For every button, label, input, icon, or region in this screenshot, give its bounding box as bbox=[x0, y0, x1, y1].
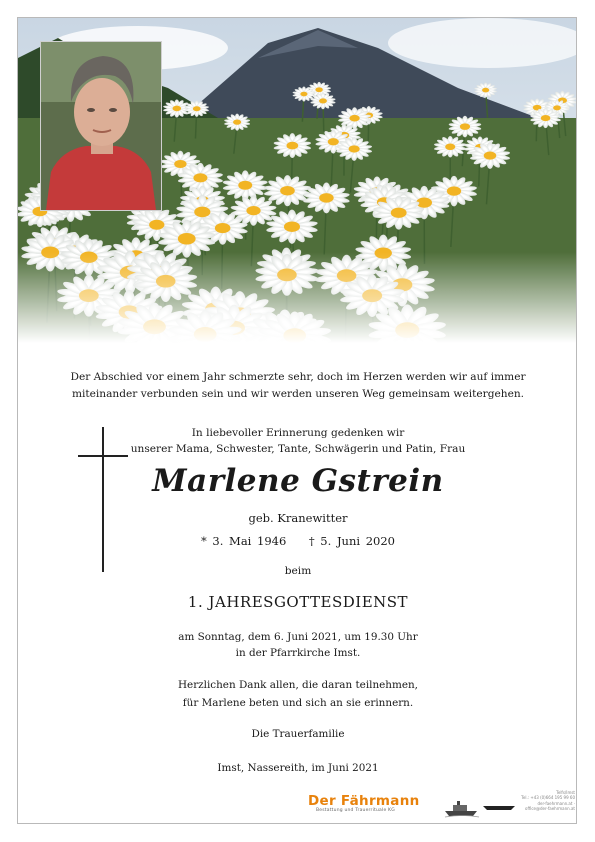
service-time: am Sonntag, dem 6. Juni 2021, um 19.30 Uhr bbox=[178, 631, 418, 643]
intro-text bbox=[18, 425, 577, 457]
family-signature: Die Trauerfamilie bbox=[251, 728, 345, 740]
quote-line-1: Der Abschied vor einem Jahr schmerzte sehr, doch im Herzen werden wir auf immer bbox=[70, 371, 526, 383]
quote-line-2: miteinander verbunden sein und wir werden unseren Weg gemeinsam weitergehen. bbox=[71, 388, 525, 400]
thanks-text bbox=[18, 676, 577, 712]
service-location: in der Pfarrkirche Imst. bbox=[235, 647, 361, 659]
thanks-line-2: für Marlene beten und sich an sie erinnern. bbox=[182, 697, 414, 709]
obituary-card bbox=[17, 17, 577, 824]
funeral-home-subtitle: Bestattung und Trauerrituale KG bbox=[316, 808, 395, 813]
contact-phone: Tel.: +43 (0)664 195 99 60 bbox=[521, 795, 575, 801]
contact-location: Telfs/Imst bbox=[556, 790, 575, 795]
birth-date: * 3. Mai 1946 bbox=[201, 534, 287, 548]
service-details bbox=[18, 629, 577, 661]
death-date: † 5. Juni 2020 bbox=[308, 534, 395, 548]
event-preposition: beim bbox=[284, 565, 312, 577]
service-title: 1. JAHRESGOTTESDIENST bbox=[187, 593, 409, 611]
funeral-home-logo: Der Fährmann bbox=[308, 793, 420, 809]
life-dates bbox=[18, 534, 577, 548]
memorial-quote bbox=[18, 369, 577, 403]
intro-line-2: unserer Mama, Schwester, Tante, Schwägerin und Patin, Frau bbox=[130, 443, 466, 455]
thanks-line-1: Herzlichen Dank allen, die daran teilnehmen, bbox=[178, 679, 418, 691]
portrait-photo bbox=[40, 41, 162, 211]
intro-line-1: In liebevoller Erinnerung gedenken wir bbox=[191, 427, 405, 439]
contact-info bbox=[521, 790, 575, 811]
place-date: Imst, Nassereith, im Juni 2021 bbox=[217, 762, 379, 774]
maiden-name: geb. Kranewitter bbox=[248, 511, 348, 525]
deceased-name: Marlene Gstrein bbox=[152, 463, 444, 499]
ferry-boat-icon bbox=[443, 797, 517, 823]
contact-web: der-faehrmann.at · office@der-faehrmann.at bbox=[525, 800, 575, 811]
